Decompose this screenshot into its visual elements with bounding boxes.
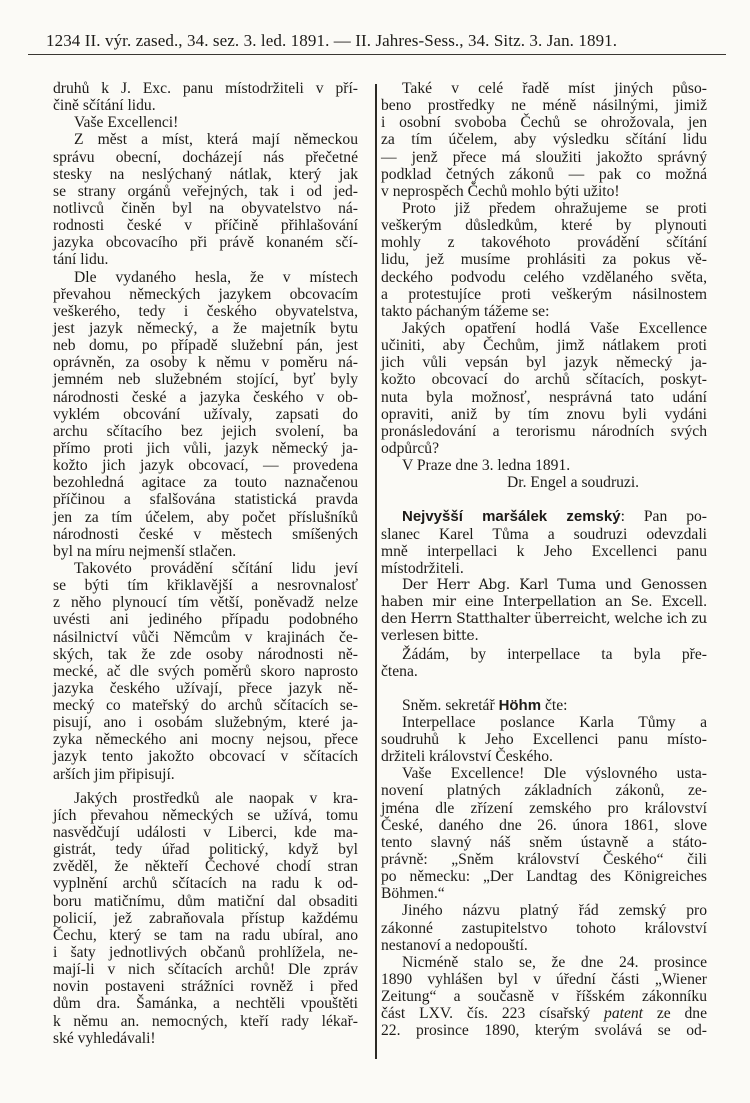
text-segment: : Pan po- — [620, 508, 707, 526]
text-line: kožto jich jazyk obcovací, — provedena — [53, 457, 358, 475]
text-line: České, daného dne 26. února 1861, slove — [381, 816, 707, 834]
text-line: mecké, ač dle svých poměrů skoro naprosto — [53, 662, 358, 680]
text-line: soudruhů k Jeho Excellenci panu místo- — [381, 731, 707, 749]
paragraph — [381, 765, 707, 902]
text-line: násilnictví vůči Němcům v krajinách če- — [53, 628, 358, 646]
text-line: mohly z takovéhoto provádění sčítání — [381, 234, 707, 252]
text-line: slanec Karel Tůma a soudruzi odevzdali — [381, 525, 707, 543]
text-line: z něho plynoucí tím větší, poněvadž nelze — [53, 594, 358, 612]
text-line: lidu, jež musíme prohlásiti za pokus vě- — [381, 251, 707, 269]
text-line: nestanoví a nedopouští. — [381, 936, 528, 954]
text-line: vyplnění archů sčítacích na radu k od- — [53, 875, 358, 893]
text-line: národnosti české a jazyka českého v ob- — [53, 388, 358, 406]
text-line: po německu: „Der Landtag des Königreiches — [381, 868, 707, 886]
paragraph — [381, 714, 707, 765]
text-line: Jiného názvu platný řád zemský pro — [402, 902, 707, 920]
text-line: mají-li v nich sčítacích archů! Dle zpráv — [53, 961, 358, 979]
header-rule — [28, 54, 726, 55]
text-line: Böhmen.“ — [381, 885, 445, 903]
text-line: Der Herr Abg. Karl Tuma und Genossen — [402, 576, 707, 593]
text-line: se strany orgánů veřejných, tak i od jed- — [53, 182, 358, 200]
text-line — [381, 697, 707, 714]
paragraph — [381, 646, 707, 680]
text-line: čině sčítání lidu. — [53, 97, 156, 115]
text-line: jemném neb služebném stojící, byť byly — [53, 371, 358, 389]
text-line: stesky na neslýchaný nátlak, který jak — [53, 165, 358, 183]
text-line: notlivců činěn byl na obyvatelstvo ná- — [53, 199, 358, 217]
text-line: jazyka českého užívají, přece jazyk ně- — [53, 679, 358, 697]
text-line: V Praze dne 3. ledna 1891. — [402, 457, 571, 475]
text-line: učiniti, aby Čechům, jimž nátlakem proti — [381, 337, 707, 355]
text-line: 1890 vyhlášen byl v úřední části „Wiener — [381, 971, 707, 989]
text-line: příčinou a sfalšována statistická pravda — [53, 491, 358, 509]
paragraph — [53, 790, 358, 1047]
text-line: gistrát, tedy úřad politický, když byl — [53, 841, 358, 859]
text-line: Čechu, který se tam na radu ubíral, ano — [53, 926, 358, 944]
text-line: Dr. Engel a soudruzi. — [507, 474, 640, 492]
paragraph — [381, 320, 707, 457]
text-line: tání lidu. — [53, 251, 109, 269]
paragraph — [381, 954, 707, 1040]
place-date — [381, 457, 707, 474]
text-line: neb domu, po případě služební pán, jest — [53, 337, 358, 355]
text-line: veškerým důsledkům, které by plynouti — [381, 217, 707, 235]
text-line: Z měst a míst, která mají německou — [74, 131, 358, 149]
text-line: byl na míru nejmenší stlačen. — [53, 542, 237, 560]
text-line: veškerého, tedy i českého obyvatelstva, — [53, 302, 358, 320]
text-line: jazyka obcovacího při právě konaném sčí- — [53, 234, 358, 252]
text-segment: Sněm. sekretář — [402, 696, 499, 714]
running-head: 1234 II. výr. zased., 34. sez. 3. led. 1891. — II. Jahres-Sess., 34. Sitz. 3. Jan. 1891. — [46, 31, 618, 50]
text-line: jazyk tento jakožto obcovací v sčítacích — [53, 748, 358, 766]
text-line: odpůrců? — [381, 439, 440, 457]
text-line: archu sčítacího bez jejich svolení, ba — [53, 422, 358, 440]
text-line: Dle vydaného hesla, že v místech — [74, 268, 358, 286]
text-segment: ze dne — [643, 1005, 708, 1023]
text-line: Nicméně stalo se, že dne 24. prosince — [402, 953, 707, 971]
text-line: bezohledná agitace za touto naznačenou — [53, 474, 358, 492]
text-line: ských, tak že zde osoby národnosti ně- — [53, 645, 358, 663]
text-line — [381, 1005, 707, 1022]
paragraph — [381, 80, 707, 200]
text-line: kožto obcovací do archů sčítacích, poskyt- — [381, 371, 707, 389]
text-line: dům dra. Šamánka, a nechtěli vpouštěti — [53, 995, 358, 1013]
paragraph — [53, 80, 358, 114]
text-line: k němu an. nemocných, kteří rady lékař- — [53, 1012, 358, 1030]
text-line: haben mir eine Interpellation an Se. Excell. — [381, 594, 707, 611]
paragraph — [381, 697, 707, 714]
text-line: jest jazyk německý, a že majetník bytu — [53, 319, 358, 337]
text-line: Žádám, by interpellace ta byla pře- — [402, 645, 707, 663]
text-line: tento slavný náš sněm ústavně a státo- — [381, 833, 707, 851]
text-line: jích převahou německých se užívá, tomu — [53, 806, 358, 824]
text-line: zákonné zastupitelstvo tohoto království — [381, 919, 707, 937]
paragraph — [381, 577, 707, 646]
text-line: v neprospěch Čechů mohlo býti užito! — [381, 182, 620, 200]
text-line: místodržiteli. — [381, 559, 464, 577]
text-line: Také v celé řadě míst jiných půso- — [402, 80, 707, 97]
text-line: den Herrn Statthalter überreicht, welche ich zu — [381, 611, 707, 628]
text-line: zvěděl, že někteří Čechové chodí stran — [53, 858, 358, 876]
text-line: policií, jež zabraňovala přístup každému — [53, 909, 358, 927]
paragraph — [53, 131, 358, 268]
text-line: arších jim připisují. — [53, 765, 175, 783]
paragraph — [53, 269, 358, 560]
text-line — [381, 508, 707, 525]
signature — [381, 474, 707, 491]
right-column — [381, 80, 707, 1040]
text-line: nasvědčují události v Liberci, kde ma- — [53, 824, 358, 842]
text-line: ské vyhledávali! — [53, 1029, 156, 1047]
text-line: oprávněn, za osoby k němu v poměru ná- — [53, 354, 358, 372]
paragraph — [381, 200, 707, 320]
text-line: druhů k J. Exc. panu místodržiteli v pří- — [53, 80, 358, 97]
text-line: jména dle zřízení zemského pro království — [381, 799, 707, 817]
text-line: jich vůli vepsán byl jazyk německý ja- — [381, 354, 707, 372]
left-column — [53, 80, 358, 1047]
text-line: boru matičnímu, dům matiční dal obsaditi — [53, 892, 358, 910]
text-line: za tím účelem, aby výsledku sčítání lidu — [381, 131, 707, 149]
text-line: verlesen bitte. — [381, 628, 479, 645]
paragraph — [53, 560, 358, 783]
text-line: — jenž přece má sloužiti jakožto správný — [381, 148, 707, 166]
text-line: mecký co mateřský do archů sčítacích se- — [53, 697, 358, 715]
text-line: rodnosti české v příčině přihlašování — [53, 217, 358, 235]
text-line: Vaše Excellenci! — [74, 114, 179, 132]
text-line: takto páchaným tážeme se: — [381, 302, 550, 320]
text-line: právně: „Sněm království Českého“ čili — [381, 851, 707, 869]
text-line: zyka německého ani mocny nejsou, přece — [53, 731, 358, 749]
text-line: i osobní svoboba Čechů se ohrožovala, jen — [381, 114, 707, 132]
text-line: Jakých prostředků ale naopak v kra- — [74, 789, 358, 807]
text-line: držiteli království Českého. — [381, 748, 553, 766]
text-line: i šaty jednotlivých občanů prohlížela, ne- — [53, 944, 358, 962]
text-line: správu obecní, docházejí nás přečetné — [53, 148, 358, 166]
speaker-name: Höhm — [498, 696, 542, 714]
paragraph — [53, 114, 358, 131]
paragraph — [381, 508, 707, 577]
emphasis: patent — [604, 1005, 643, 1023]
text-line: podklad četných zákonů — pak co možná — [381, 165, 707, 183]
text-line: Jakých opatření hodlá Vaše Excellence — [402, 319, 707, 337]
text-line: uvésti ani jediného případu podobného — [53, 611, 358, 629]
text-line: pisují, ano i osobám služebným, které ja- — [53, 714, 358, 732]
speaker-name: Nejvyšší maršálek zemský — [402, 508, 621, 526]
text-line: a protestujíce proti veškerým násilnostem — [381, 285, 707, 303]
text-line: vyklém obcování užívaly, zapsati do — [53, 405, 358, 423]
text-line: pronásledování a terorismu národních svých — [381, 422, 707, 440]
text-line: Takovéto provádění sčítání lidu jeví — [74, 559, 358, 577]
text-line: Proto již předem ohražujeme se proti — [402, 199, 707, 217]
text-line: přímo proti jich vůli, jazyk německý ja- — [53, 439, 358, 457]
text-line: 22. prosince 1890, kterým svolává se od- — [381, 1022, 707, 1040]
text-line: novin postaveni strážníci rovněž i před — [53, 978, 358, 996]
paragraph — [381, 902, 707, 953]
text-line: beno prostředky ne méně násilnými, jimiž — [381, 97, 707, 115]
text-line: nuta byla možnosť, nesprávná tato udání — [381, 388, 707, 406]
text-segment: část LXV. čís. 223 císařský — [381, 1005, 605, 1023]
text-line: čtena. — [381, 662, 418, 680]
text-line: novení platných základních zákonů, ze- — [381, 782, 707, 800]
text-line: Interpellace poslance Karla Tůmy a — [402, 713, 707, 731]
text-segment: čte: — [541, 696, 568, 714]
column-divider — [375, 84, 377, 1059]
text-line: Zeitung“ a současně v říšském zákonníku — [381, 988, 707, 1006]
text-line: se býti tím křiklavější a nesrovnalosť — [53, 577, 358, 595]
text-line: opraviti, aniž by tím znovu byli vydáni — [381, 405, 707, 423]
text-line: převahou německých jazykem obcovacím — [53, 285, 358, 303]
text-line: deckého podvodu celého vzdělaného světa, — [381, 268, 707, 286]
text-line: jen za tím účelem, aby počet příslušníků — [53, 508, 358, 526]
text-line: mně interpellaci k Jeho Excellenci panu — [381, 542, 707, 560]
text-line: Vaše Excellence! Dle výslovného usta- — [402, 765, 707, 783]
text-line: národnosti české v městech smíšených — [53, 525, 358, 543]
